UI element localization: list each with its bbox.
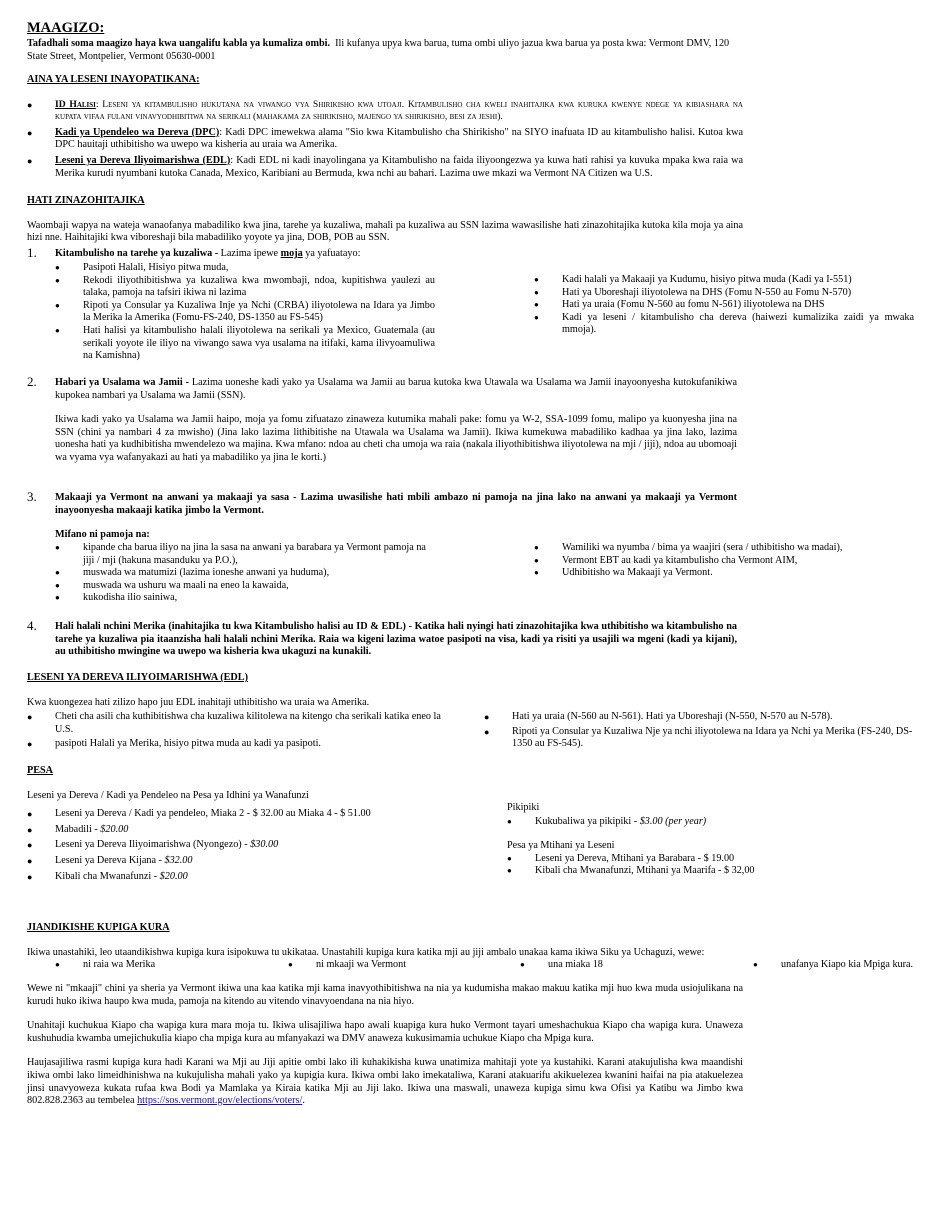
voter-criteria-2: ● ni mkaaji wa Vermont bbox=[288, 959, 488, 972]
residency-right-list bbox=[534, 542, 914, 580]
voter-criteria-1: ● ni raia wa Merika bbox=[55, 959, 255, 972]
edl-section bbox=[27, 672, 743, 709]
fees-left-list bbox=[27, 808, 497, 883]
list-item: ● Pasipoti Halali, Hisiyo pitwa muda, bbox=[55, 262, 435, 275]
section-identity bbox=[27, 245, 743, 261]
page-title: MAAGIZO: bbox=[27, 20, 105, 36]
list-item: ● Cheti cha asili cha kuthibitishwa cha kuzaliwa kilitolewa na kitengo cha serikali katika eneo la U.S. bbox=[27, 711, 459, 736]
edl-left-list bbox=[27, 711, 459, 751]
license-type-real-id: ● ID Halisi: Leseni ya kitambulisho hukutana na viwango vya Shirikisho kwa utoaji. Kitambulisho cha kweli inahitajika kwa kuruka kwenye ndege ya kibiashara na kupata vifaa fulani vinavyodhibitiwa na serikali (mahakama za shirikisho, majengo ya shirikisho, besi za jeshi). bbox=[27, 99, 743, 124]
section-legal-status-text: Hali halali nchini Merika (inahitajika tu kwa Kitambulisho halisi au ID & EDL) - Katika hali nyingi hati zinazohitajika kwa uthibitisho wa kitambulisho na tarehe ya kuzaliwa pia itaanzisha hali halali nchini Merika. Raia wa kigeni lazima watoe pasipoti na visa, kadi ya risiti ya usajili wa mgeni (kadi ya kijani), au uthibitisho mwingine wa uwepo wa kisheria kwa ukaguzi na kunakili. bbox=[55, 621, 737, 658]
section-legal-status bbox=[27, 618, 737, 659]
identity-left-list bbox=[55, 262, 435, 363]
license-types-section bbox=[27, 74, 743, 180]
list-item: ● Kadi halali ya Makaaji ya Kudumu, hisiyo pitwa muda (Kadi ya I-551) bbox=[534, 274, 914, 287]
fee-item: ● Leseni ya Dereva Kijana - $32.00 bbox=[27, 855, 497, 868]
required-docs-intro: Waombaji wapya na wateja wanaofanya mabadiliko kwa jina, tarehe ya kuzaliwa, mahali pa kuzaliwa au SSN lazima wawasilishe hati zinazohitajika kutoka kila moja ya aina hizi nne. Haihitajiki kwa viboreshaji bila mabadiliko yoyote ya jina, DOB, POB au SSN. bbox=[27, 219, 743, 244]
elections-link[interactable]: https://sos.vermont.gov/elections/voters/ bbox=[137, 1095, 303, 1107]
fees-right-column bbox=[507, 802, 807, 878]
fee-item: ● Leseni ya Dereva / Kadi ya pendeleo, Miaka 2 - $ 32.00 au Miaka 4 - $ 51.00 bbox=[27, 808, 497, 821]
fee-item: ● Kibali cha Mwanafunzi - $20.00 bbox=[27, 871, 497, 884]
fee-item: ● Leseni ya Dereva, Mtihani ya Barabara - $ 19.00 bbox=[507, 853, 807, 866]
intro-rest: Ili kufanya upya kwa barua, tuma ombi uliyo jazua kwa barua ya posta kwa: Vermont DMV, 120 State Street, Montpelier, Vermont 05630-0001 bbox=[27, 38, 730, 62]
voter-oath-paragraph: Unahitaji kuchukua Kiapo cha wapiga kura mara moja tu. Ikiwa ulisajiliwa hapo awali kuapiga kura huko Vermont tayari umeshachukua Kiapo cha wapiga kura. Unaweza kushuhudia kwamba umejichukulia kiapo cha mpiga kura au mfanyakazi wa DMV anaweza kukusimamia uchukue Kiapo cha Mpiga kura. bbox=[27, 1020, 743, 1044]
voter-clerk-paragraph: Haujasajiliwa rasmi kupiga kura hadi Karani wa Mji au Jiji apitie ombi lako ili kuhakikisha kuwa unatimiza mahitaji yote ya kustahiki. Karani atakujulisha kwa maandishi ikiwa ombi lako limeidhinishwa na kukujulisha mahali yako ya kupigia kura. Ikiwa ombi lako imekataliwa, Karani atakuarifu akikuelezea kwanini haifai na pia atakuelezea jinsi unavyoweza kukata rufaa kwa Bodi ya Mamlaka ya Kiraia katika Mji au Jiji lako. Ikiwa una maswali, unaweza kupiga simu kwa Ofisi ya Katibu wa Jimbo kwa 802.828.2363 au tembelea https://sos.vermont.gov/elections/voters/. bbox=[27, 1057, 743, 1107]
fees-subtitle: Leseni ya Dereva / Kadi ya Pendeleo na Pesa ya Idhini ya Wanafunzi bbox=[27, 789, 309, 801]
list-item: ● Hati ya uraia (Fomu N-560 au fomu N-561) iliyotolewa na DHS bbox=[534, 299, 914, 312]
list-item: ● Hati ya Uboreshaji iliyotolewa na DHS (Fomu N-550 au Fomu N-570) bbox=[534, 287, 914, 300]
list-item: ● Rekodi iliyothibitishwa ya kuzaliwa kwa mwombaji, ndoa, kupitishwa yaulezi au talaka, pamoja na tafsiri ikiwa ni lazima bbox=[55, 275, 435, 300]
list-item: ● Vermont EBT au kadi ya kitambulisho cha Vermont AIM, bbox=[534, 555, 914, 568]
identity-right-list bbox=[534, 274, 914, 337]
edl-intro: Kwa kuongezea hati zilizo hapo juu EDL inahitaji uthibitisho wa uraia wa Amerika. bbox=[27, 696, 370, 708]
list-item: ● kipande cha barua iliyo na jina la sasa na anwani ya barabara ya Vermont pamoja na jiji / mji (hakuna masanduku ya P.O.), bbox=[55, 542, 435, 567]
list-item: ● Wamiliki wa nyumba / bima ya waajiri (sera / uthibitisho wa madai), bbox=[534, 542, 914, 555]
list-item: ● Hati ya uraia (N-560 au N-561). Hati ya Uboreshaji (N-550, N-570 au N-578). bbox=[484, 711, 916, 724]
voter-intro: Ikiwa unastahiki, leo utaandikishwa kupiga kura isipokuwa tu ukikataa. Unastahili kupiga kura katika mji au jiji ambalo unakaa kama ikiwa Siku ya Uchaguzi, wewe: bbox=[27, 946, 705, 958]
intro-bold: Tafadhali soma maagizo haya kwa uangalifu kabla ya kumaliza ombi. bbox=[27, 38, 331, 49]
list-item: ● muswada wa matumizi (lazima ioneshe anwani ya huduma), bbox=[55, 567, 435, 580]
voter-criteria-3: ● una miaka 18 bbox=[520, 959, 720, 972]
intro-paragraph bbox=[27, 38, 743, 63]
fees-section bbox=[27, 765, 497, 886]
fee-item: ● Mabadili - $20.00 bbox=[27, 824, 497, 837]
list-item: ● Kadi ya leseni / kitambulisho cha dereva (haiwezi kumalizika zaidi ya mwaka mmoja). bbox=[534, 312, 914, 337]
fees-heading: PESA bbox=[27, 765, 54, 776]
section-number: 4. bbox=[27, 618, 37, 633]
section-residency-heading: Makaaji ya Vermont na anwani ya makaaji ya sasa - Lazima uwasilishe hati mbili ambazo ni pamoja na jina lako na anwani ya makaaji ya Vermont inayoonyesha makaaji katika jimbo la Vermont. bbox=[55, 492, 737, 516]
voter-heading: JIANDIKISHE KUPIGA KURA bbox=[27, 922, 170, 933]
required-docs-section bbox=[27, 195, 743, 245]
instructions-header bbox=[27, 20, 743, 63]
voter-criteria-4: ● unafanya Kiapo kia Mpiga kura. bbox=[753, 959, 945, 972]
license-type-dpc: ● Kadi ya Upendeleo wa Dereva (DPC): Kadi DPC imewekwa alama "Sio kwa Kitambulisho cha Shirikisho" na SIYO inafuata ID au kitambulisho halisi. Kutoa kwa DPC hauitaji uthibitisho wa uwepo wa kisheria au uraia wa Amerika. bbox=[27, 127, 743, 152]
fee-item: ● Kukubaliwa ya pikipiki - $3.00 (per year) bbox=[507, 816, 807, 829]
edl-heading: LESENI YA DEREVA ILIYOIMARISHWA (EDL) bbox=[27, 672, 248, 683]
voter-registration-section bbox=[27, 922, 743, 959]
list-item: ● pasipoti Halali ya Merika, hisiyo pitwa muda au kadi ya pasipoti. bbox=[27, 738, 459, 751]
list-item: ● Ripoti ya Consular ya Kuzaliwa Inje ya Nchi (CRBA) iliyotolewa na Idara ya Jimbo la Merika la Amerika (Fomu-FS-240, DS-1350 au FS-545) bbox=[55, 300, 435, 325]
section-social-security bbox=[27, 374, 738, 465]
list-item: ● Ripoti ya Consular ya Kuzaliwa Nje ya nchi iliyotolewa na Idara ya Nchi ya Merika (FS-240, DS-1350 au FS-545). bbox=[484, 726, 916, 751]
fee-item: ● Kibali cha Mwanafunzi, Mtihani ya Maarifa - $ 32,00 bbox=[507, 865, 807, 878]
list-item: ● Udhibitisho wa Makaaji ya Vermont. bbox=[534, 567, 914, 580]
list-item: ● Hati halisi ya kitambulisho halali iliyotolewa na serikali ya Mexico, Guatemala (au serikali yoyote ile iliyo na viwango sawa vya usalama na itifaki, kama ilivyoamuliwa na Kamishna) bbox=[55, 325, 435, 363]
list-item: ● kukodisha ilio sainiwa, bbox=[55, 592, 435, 605]
voter-paragraphs bbox=[27, 983, 743, 1108]
license-type-edl: ● Leseni ya Dereva Iliyoimarishwa (EDL): Kadi EDL ni kadi inayolingana ya Kitambulisho na faida iliyoongezwa ya kuwa hati rahisi ya kuvuka mpaka kwa raia wa Merika kurudi nyumbani kutoka Canada, Mexico, Karibiani au Bermuda, kwa nchi au bahari. Lazima uwe mkazi wa Vermont NA Citizen wa U.S. bbox=[27, 155, 743, 180]
section-number: 3. bbox=[27, 489, 37, 504]
section-residency bbox=[27, 489, 737, 542]
license-types-heading: AINA YA LESENI INAYOPATIKANA: bbox=[27, 74, 200, 85]
residency-left-list bbox=[55, 542, 435, 605]
section-ssn-paragraph: Ikiwa kadi yako ya Usalama wa Jamii haipo, moja ya fomu zifuatazo zinaweza kutumika mahali pake: fomu ya W-2, SSA-1099 fomu, malipo ya kuonyesha jina na SSN (chini ya nambari 4 za mwisho) (Jina lako lazima lithibitishe na Utawala wa Usalama wa Jamii). Ikiwa kumekuwa mabadiliko kadhaa ya jina lako, lazima uonesha hati ya kudhibitisha mwendelezo wa majina. Kwa mfano: ndoa au cheti cha umoja wa raia (nakala iliyothibitishwa iliyotolewa na mji / jiji), ndoa au ubomoaji wa vyama vya wafanyakazi au hati ya mabadiliko ya jina le korti.) bbox=[55, 414, 737, 463]
section-number: 1. bbox=[27, 245, 37, 260]
fee-item: ● Leseni ya Dereva Iliyoimarishwa (Nyongezo) - $30.00 bbox=[27, 839, 497, 852]
motorcycle-title: Pikipiki bbox=[507, 802, 540, 813]
voter-resident-paragraph: Wewe ni "mkaaji" chini ya sheria ya Vermont ikiwa una kaa katika mji kama inavyothibitishwa na nia ya kudumisha makao makuu katika mji huo kwa muda usiojulikana na kurudi huko ikiwa haupo kwa muda, pamoja na kitendo au vitendo vinavyoendana na nia hiyo. bbox=[27, 983, 743, 1007]
edl-right-list bbox=[484, 711, 916, 751]
section-ssn-heading: Habari ya Usalama wa Jamii - Lazima uoneshe kadi yako ya Usalama wa Jamii au barua kutoka kwa Utawala wa Usalama wa Jamii inayoonyesha kutokufanikiwa kupokea nambari ya Usalama wa Jamii (SSN). bbox=[55, 377, 738, 401]
required-docs-heading: HATI ZINAZOHITAJIKA bbox=[27, 195, 145, 206]
section-identity-heading: Kitambulisho na tarehe ya kuzaliwa - Lazima ipewe moja ya yafuatayo: bbox=[55, 248, 361, 259]
list-item: ● muswada wa ushuru wa maali na eneo la kawaida, bbox=[55, 580, 435, 593]
section-number: 2. bbox=[27, 374, 37, 389]
examples-label: Mifano ni pamoja na: bbox=[55, 529, 150, 541]
test-fees-title: Pesa ya Mtihani ya Leseni bbox=[507, 840, 615, 852]
